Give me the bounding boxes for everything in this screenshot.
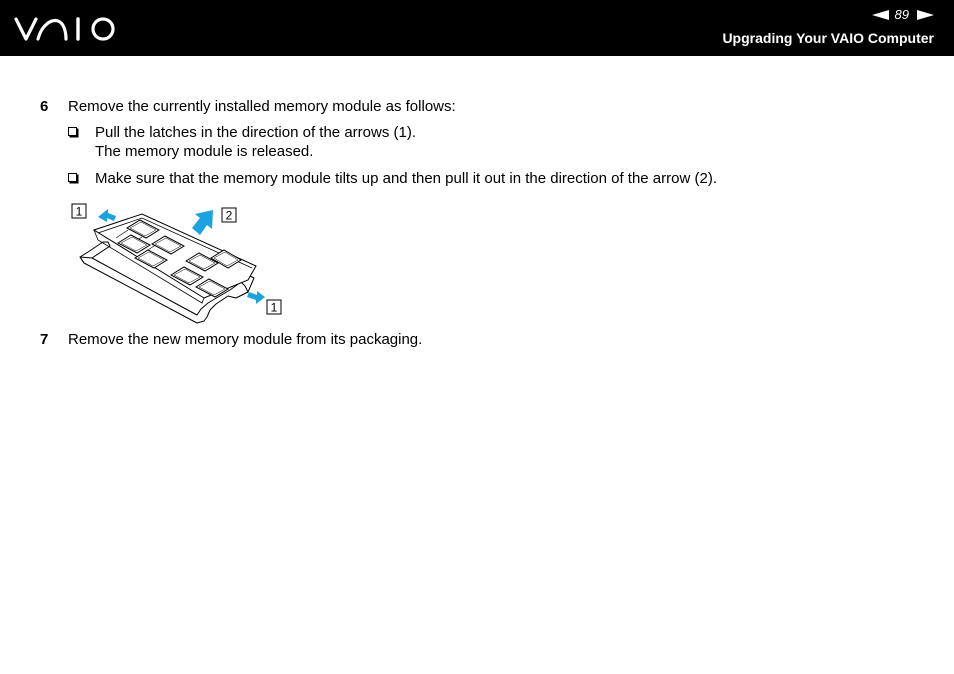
step-text: Remove the new memory module from its packaging.: [68, 331, 423, 348]
memory-module-illustration: [70, 200, 310, 326]
callout-text: 1: [270, 300, 278, 315]
previous-page-arrow-icon[interactable]: [872, 10, 889, 20]
bullet-text: The memory module is released.: [95, 143, 314, 160]
step-number: 6: [40, 98, 49, 115]
callout-label-1-bottom-right: [267, 300, 281, 315]
checkbox-bullet-icon: [68, 173, 77, 182]
latch-release-arrow-right: [247, 291, 265, 304]
latch-release-arrow-left: [98, 209, 116, 222]
next-page-arrow-icon[interactable]: [917, 10, 934, 20]
page-navigation: [872, 8, 934, 22]
tilt-up-arrow: [192, 210, 213, 235]
bullet-text: Pull the latches in the direction of the arrows (1).: [95, 124, 416, 141]
step-text: Remove the currently installed memory module as follows:: [68, 98, 456, 115]
callout-label-1-top-left: [72, 204, 86, 219]
vaio-logo: [14, 14, 120, 44]
checkbox-bullet-icon: [68, 127, 77, 136]
callout-text: 2: [225, 208, 233, 223]
callout-text: 1: [75, 204, 83, 219]
page-number: 89: [894, 7, 909, 22]
callout-label-2: [222, 208, 236, 223]
section-title: Upgrading Your VAIO Computer: [722, 30, 934, 46]
page-header: [0, 0, 954, 56]
bullet-text: Make sure that the memory module tilts up and then pull it out in the direction of the arrow (2).: [95, 170, 717, 187]
step-number: 7: [40, 331, 49, 348]
